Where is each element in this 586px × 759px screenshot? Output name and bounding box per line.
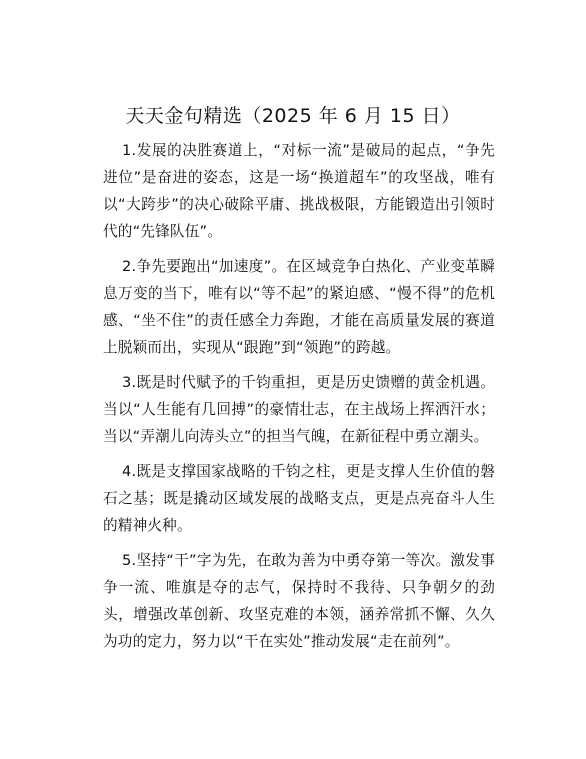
paragraph-1: 1.发展的决胜赛道上，“对标一流”是破局的起点，“争先进位”是奋进的姿态，这是一场“换道超车”的攻坚战，唯有以“大跨步”的决心破除平庸、挑战极限，方能锻造出引领时代的“先锋队伍”。 (103, 142, 495, 240)
paragraph-2: 2.争先要跑出“加速度”。在区域竞争白热化、产业变革瞬息万变的当下，唯有以“等不起”的紧迫感、“慢不得”的危机感、“坐不住”的责任感全力奔跑，才能在高质量发展的赛道上脱颖而出，实现从“跟跑”到“领跑”的跨越。 (103, 258, 495, 356)
paragraph-5: 5.坚持“干”字为先，在敢为善为中勇夺第一等次。激发事争一流、唯旗是夺的志气，保持时不我待、只争朝夕的劲头，增强改革创新、攻坚克难的本领，涵养常抓不懈、久久为功的定力，努力以“干在实处”推动发展“走在前列”。 (103, 552, 495, 650)
paragraph-3: 3.既是时代赋予的千钧重担，更是历史馈赠的黄金机遇。当以“人生能有几回搏”的豪情壮志，在主战场上挥洒汗水；当以“弄潮儿向涛头立”的担当气魄，在新征程中勇立潮头。 (103, 374, 495, 445)
document-body (103, 137, 495, 663)
document-title: 天天金句精选（2025 年 6 月 15 日） (125, 105, 461, 127)
paragraph-4: 4.既是支撑国家战略的千钧之柱，更是支撑人生价值的磐石之基；既是撬动区域发展的战略支点，更是点亮奋斗人生的精神火种。 (103, 463, 495, 534)
